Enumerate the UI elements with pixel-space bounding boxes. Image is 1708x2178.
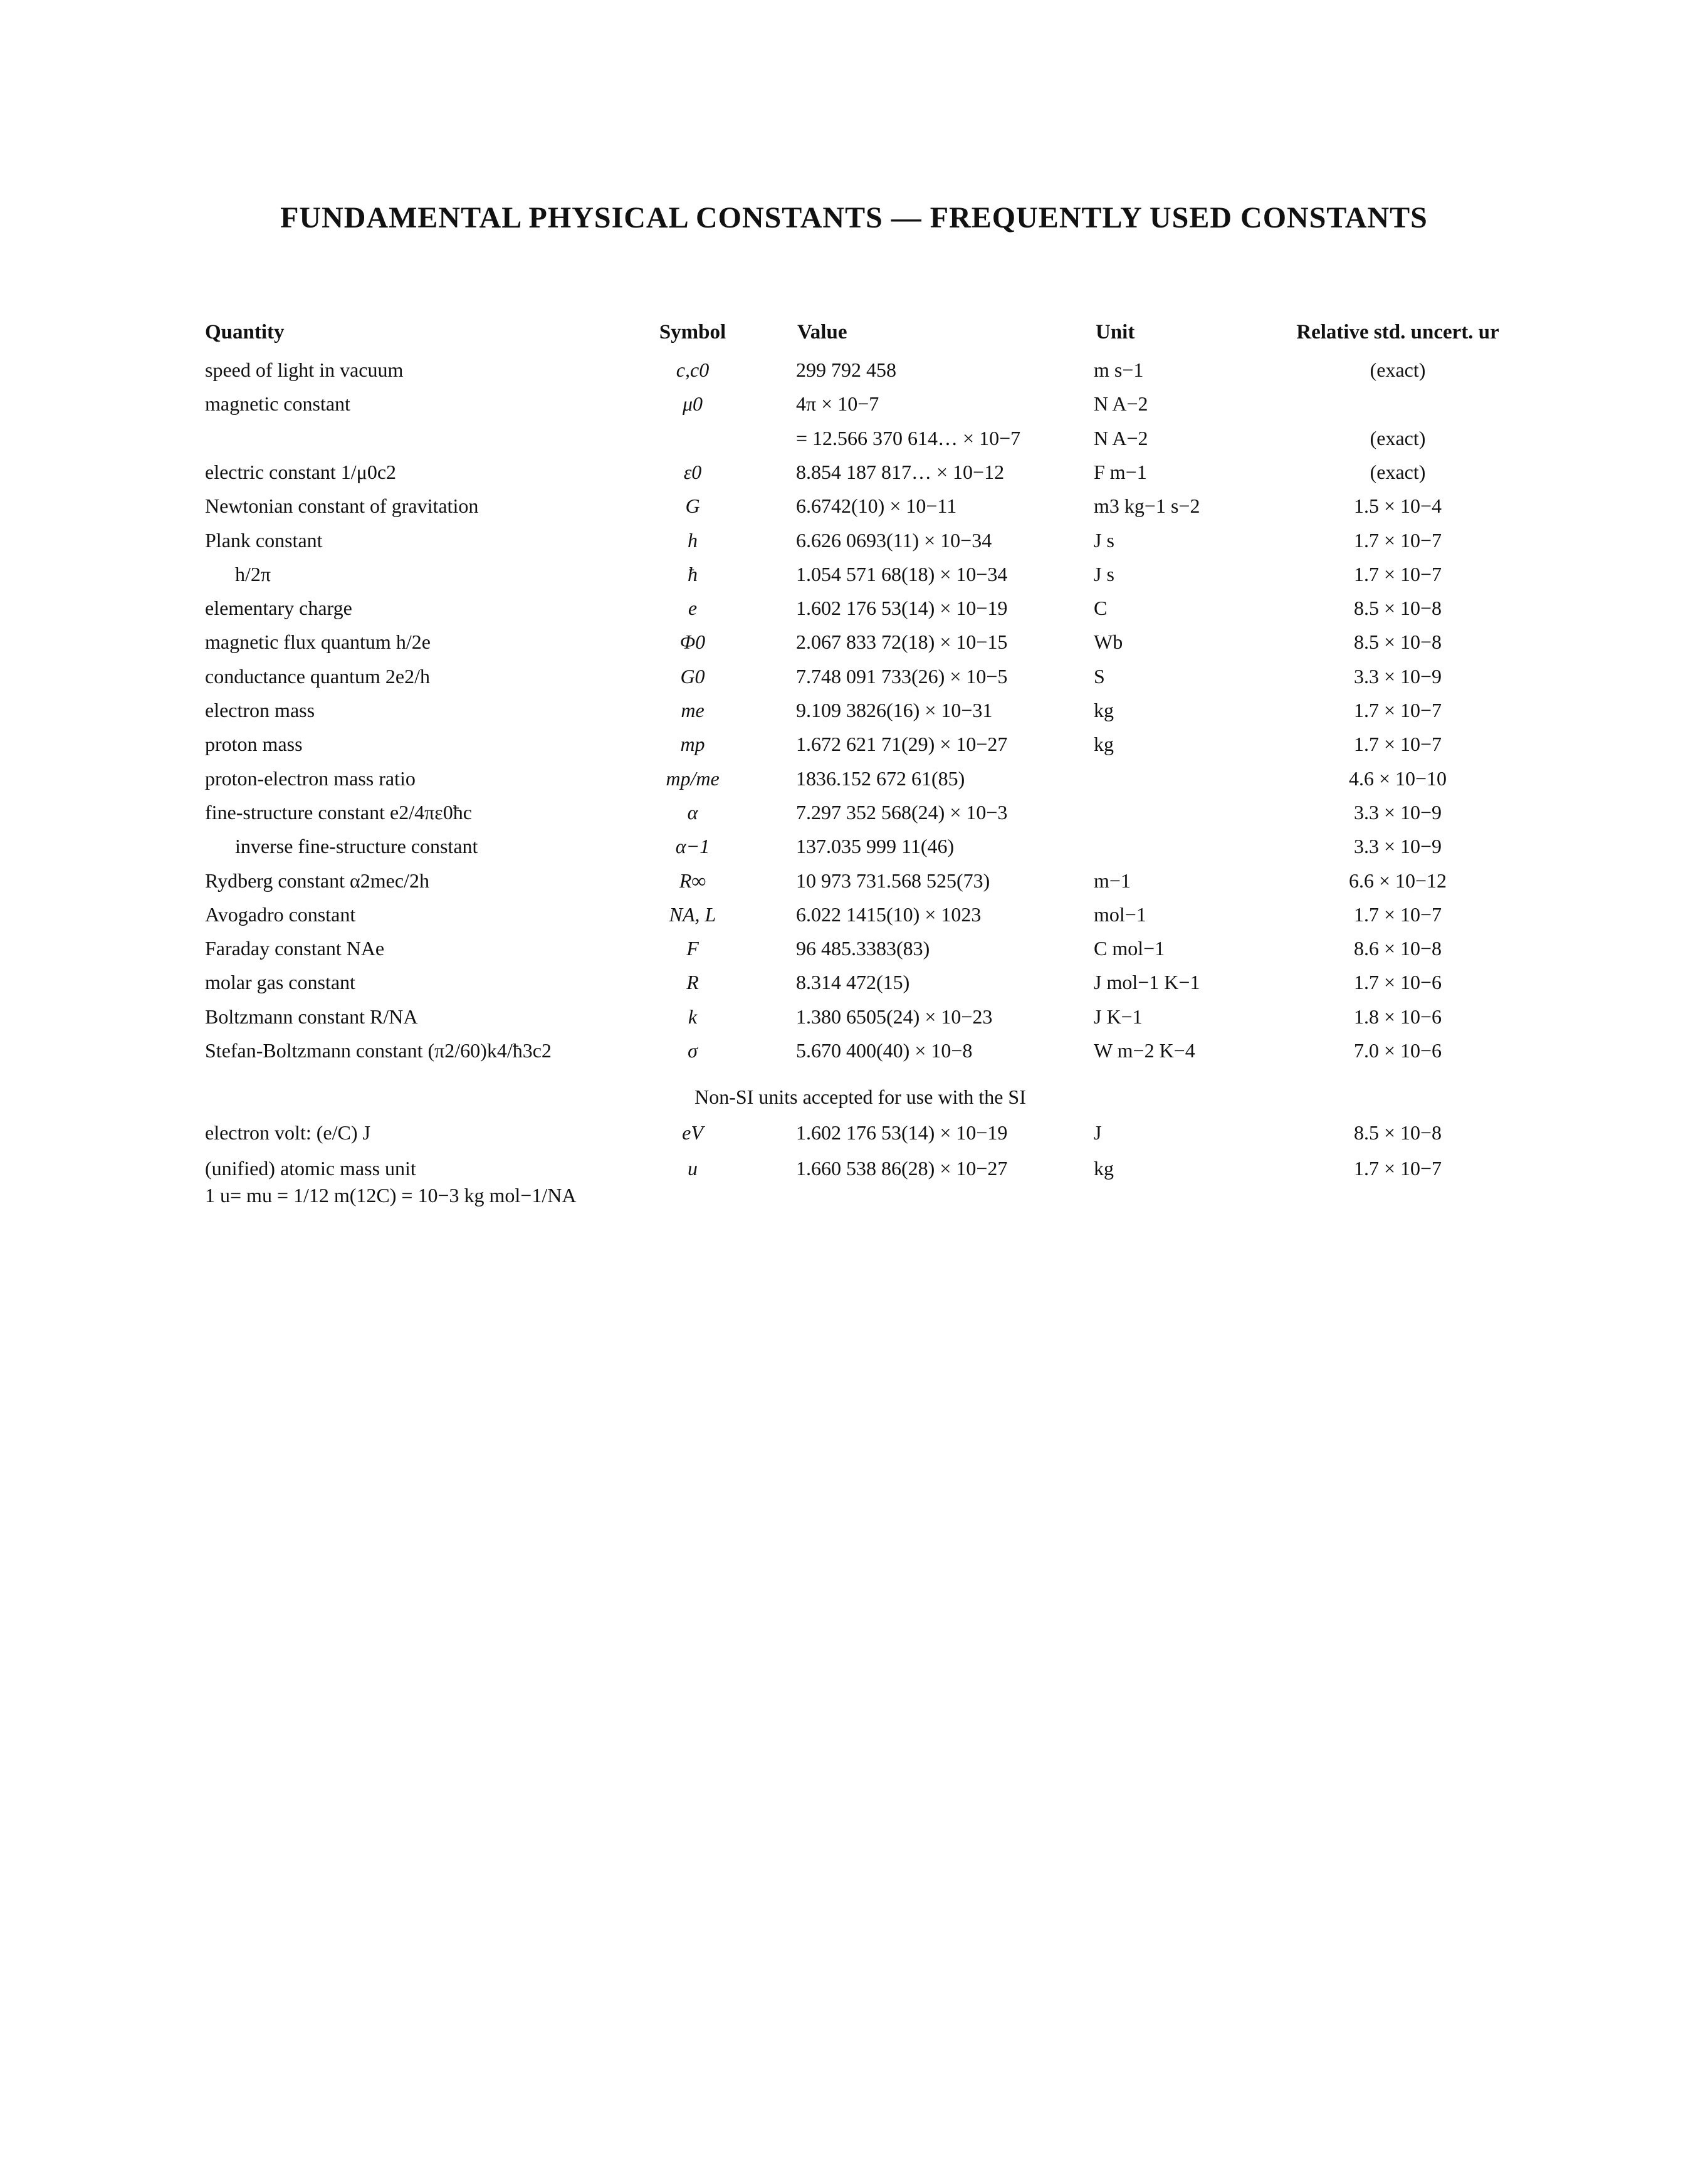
cell-quantity: h/2π [235,562,271,585]
cell-uncertainty: 1.7 × 10−7 [1353,528,1442,552]
cell-symbol: k [688,1005,698,1028]
header-quantity: Quantity [205,321,285,343]
cell-symbol: F [686,937,699,960]
cell-uncertainty: 8.5 × 10−8 [1353,1121,1442,1144]
cell-quantity: electric constant 1/μ0c2 [205,460,397,483]
cell-value: 6.022 1415(10) × 1023 [796,903,982,926]
cell-quantity: Stefan-Boltzmann constant (π2/60)k4/ħ3c2 [205,1039,552,1062]
header-value: Value [797,321,847,343]
cell-unit: kg [1094,699,1114,721]
cell-uncertainty: (exact) [1370,460,1426,483]
cell-value: 1.672 621 71(29) × 10−27 [796,733,1008,756]
cell-value: 8.854 187 817… × 10−12 [796,460,1005,483]
header-symbol: Symbol [659,321,726,343]
cell-value: 299 792 458 [796,359,896,381]
cell-symbol: u [688,1157,698,1180]
footnote: 1 u= mu = 1/12 m(12C) = 10−3 kg mol−1/NA [205,1184,577,1207]
cell-symbol: h [688,528,698,552]
cell-symbol: me [681,699,705,721]
cell-uncertainty: 1.7 × 10−7 [1353,562,1442,585]
cell-value: 4π × 10−7 [796,392,879,416]
cell-quantity: magnetic flux quantum h/2e [205,631,431,654]
cell-unit: C mol−1 [1094,937,1165,960]
cell-quantity: (unified) atomic mass unit [205,1157,416,1180]
cell-uncertainty: 7.0 × 10−6 [1353,1039,1442,1062]
cell-unit: N A−2 [1094,426,1148,449]
cell-value: 6.6742(10) × 10−11 [796,495,957,518]
cell-uncertainty: 8.5 × 10−8 [1353,631,1442,654]
cell-quantity: Boltzmann constant R/NA [205,1005,418,1028]
cell-uncertainty: 3.3 × 10−9 [1353,664,1442,688]
section-title: Non-SI units accepted for use with the SI [694,1086,1026,1108]
cell-symbol: ħ [688,562,698,585]
cell-uncertainty: 1.7 × 10−7 [1353,903,1442,926]
cell-unit: J mol−1 K−1 [1094,971,1200,994]
cell-value: 2.067 833 72(18) × 10−15 [796,631,1008,654]
header-uncertainty [1279,320,1517,345]
cell-quantity: elementary charge [205,597,352,620]
header-unit: Unit [1096,321,1135,343]
cell-unit: J [1094,1121,1102,1144]
cell-quantity: magnetic constant [205,392,350,416]
cell-quantity: inverse fine-structure constant [235,835,478,858]
cell-unit: m3 kg−1 s−2 [1094,495,1200,518]
cell-symbol: G0 [680,664,705,688]
cell-quantity: electron mass [205,699,315,721]
cell-uncertainty: (exact) [1370,359,1426,381]
cell-uncertainty: 1.7 × 10−7 [1353,733,1442,756]
cell-unit: J s [1094,528,1114,552]
cell-symbol: eV [682,1121,703,1144]
page-title: FUNDAMENTAL PHYSICAL CONSTANTS — FREQUENTLY USED CONSTANTS [280,201,1428,234]
cell-unit: Wb [1094,631,1123,654]
cell-symbol: ε0 [683,460,702,483]
cell-symbol: NA, L [669,903,716,926]
cell-quantity: Avogadro constant [205,903,356,926]
cell-quantity: fine-structure constant e2/4πε0ħc [205,800,472,824]
cell-uncertainty: 1.7 × 10−6 [1353,971,1442,994]
cell-symbol: G [685,495,700,518]
cell-value: 5.670 400(40) × 10−8 [796,1039,973,1062]
cell-unit: J K−1 [1094,1005,1143,1028]
cell-uncertainty: 1.7 × 10−7 [1353,1157,1442,1180]
cell-unit: C [1094,597,1108,620]
cell-unit: m s−1 [1094,359,1144,381]
cell-value: 1.380 6505(24) × 10−23 [796,1005,993,1028]
cell-value: = 12.566 370 614… × 10−7 [796,426,1021,449]
cell-uncertainty: 8.6 × 10−8 [1353,937,1442,960]
cell-unit: N A−2 [1094,392,1148,416]
cell-uncertainty: 1.5 × 10−4 [1353,495,1442,518]
cell-value: 8.314 472(15) [796,971,910,994]
cell-symbol: R [686,971,699,994]
cell-uncertainty: 6.6 × 10−12 [1348,869,1447,892]
cell-quantity: electron volt: (e/C) J [205,1121,370,1144]
cell-quantity: Rydberg constant α2mec/2h [205,869,429,892]
cell-symbol: μ0 [682,392,703,416]
cell-value: 7.297 352 568(24) × 10−3 [796,800,1008,824]
cell-quantity: molar gas constant [205,971,355,994]
cell-uncertainty: 1.7 × 10−7 [1353,699,1442,721]
cell-symbol: R∞ [679,869,706,892]
header-uncertainty-text: Relative std. uncert. ur [1296,321,1499,343]
cell-uncertainty: (exact) [1370,426,1426,449]
cell-uncertainty: 4.6 × 10−10 [1348,767,1447,790]
cell-value: 1836.152 672 61(85) [796,767,965,790]
cell-quantity: speed of light in vacuum [205,359,404,381]
cell-value: 6.626 0693(11) × 10−34 [796,528,992,552]
cell-unit: J s [1094,562,1114,585]
cell-value: 1.602 176 53(14) × 10−19 [796,597,1008,620]
cell-value: 137.035 999 11(46) [796,835,955,858]
cell-symbol: e [688,597,698,620]
cell-symbol: c,c0 [676,359,710,381]
cell-uncertainty: 3.3 × 10−9 [1353,835,1442,858]
cell-quantity: Plank constant [205,528,323,552]
cell-unit: mol−1 [1094,903,1146,926]
cell-unit: kg [1094,733,1114,756]
cell-quantity: proton-electron mass ratio [205,767,416,790]
cell-symbol: α [687,800,698,824]
cell-unit: W m−2 K−4 [1094,1039,1195,1062]
cell-symbol: Φ0 [679,631,706,654]
cell-value: 1.602 176 53(14) × 10−19 [796,1121,1008,1144]
cell-unit: S [1094,664,1105,688]
cell-value: 10 973 731.568 525(73) [796,869,990,892]
cell-uncertainty: 8.5 × 10−8 [1353,597,1442,620]
cell-value: 1.054 571 68(18) × 10−34 [796,562,1008,585]
cell-unit: m−1 [1094,869,1131,892]
cell-value: 96 485.3383(83) [796,937,930,960]
cell-symbol: α−1 [675,835,710,858]
cell-symbol: σ [688,1039,698,1062]
cell-uncertainty: 1.8 × 10−6 [1353,1005,1442,1028]
cell-uncertainty: 3.3 × 10−9 [1353,800,1442,824]
cell-quantity: Newtonian constant of gravitation [205,495,479,518]
cell-value: 9.109 3826(16) × 10−31 [796,699,993,721]
cell-value: 1.660 538 86(28) × 10−27 [796,1157,1008,1180]
cell-symbol: mp/me [666,767,720,790]
cell-quantity: Faraday constant NAe [205,937,385,960]
cell-quantity: proton mass [205,733,303,756]
cell-unit: F m−1 [1094,460,1147,483]
cell-value: 7.748 091 733(26) × 10−5 [796,664,1008,688]
cell-symbol: mp [680,733,705,756]
cell-quantity: conductance quantum 2e2/h [205,664,430,688]
cell-unit: kg [1094,1157,1114,1180]
